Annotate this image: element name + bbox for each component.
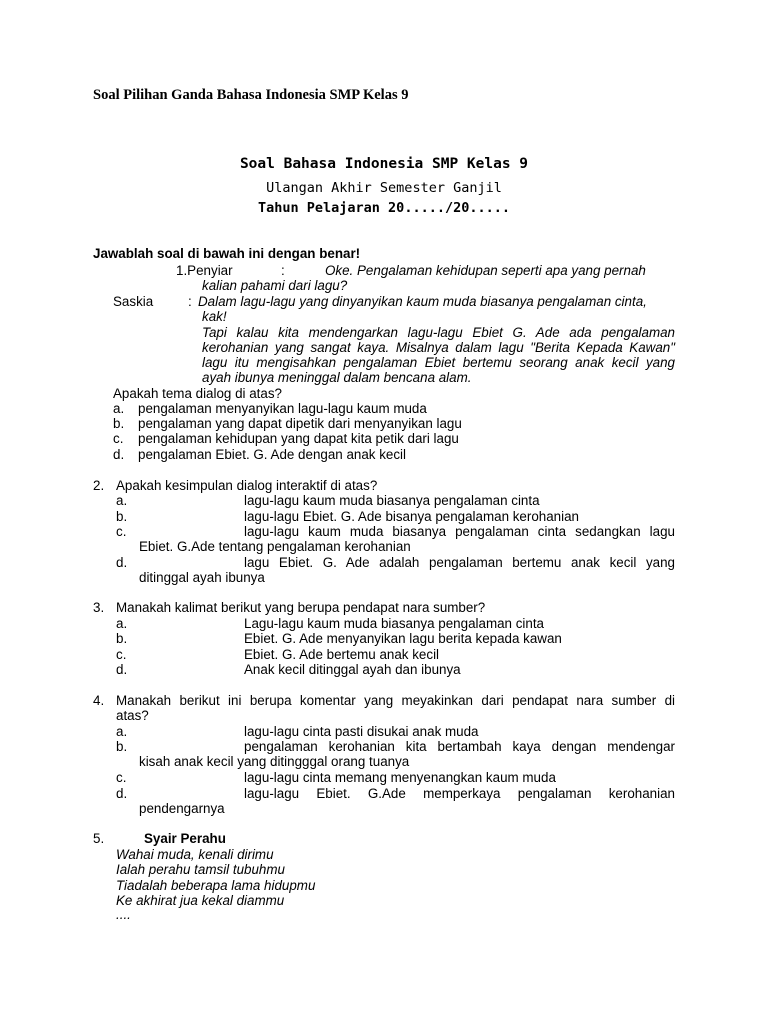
q1-speaker2-line: Dalam lagu-lagu yang dinyanyikan kaum muda biasanya pengalaman cinta, <box>198 294 647 309</box>
q1-option-letter: a. <box>113 401 125 416</box>
q1-speaker2-line: kerohanian yang sangat kaya. Misalnya dalam lagu "Berita Kepada Kawan" <box>202 340 675 355</box>
q5-poem-line: .... <box>116 907 131 922</box>
q1-option-a: pengalaman menyanyikan lagu-lagu kaum muda <box>138 401 427 416</box>
q1-speaker1-colon: : <box>281 263 285 278</box>
q2-option-b: lagu-lagu Ebiet. G. Ade bisanya pengalaman kerohanian <box>244 509 580 524</box>
q1-option-letter: d. <box>113 447 125 462</box>
q3-option-b: Ebiet. G. Ade menyanyikan lagu berita kepada kawan <box>244 631 562 646</box>
q1-option-d: pengalaman Ebiet. G. Ade dengan anak kecil <box>138 447 407 462</box>
q1-speaker1-line: kalian pahami dari lagu? <box>202 278 348 293</box>
q2-option-c: lagu-lagu kaum muda biasanya pengalaman cinta sedangkan lagu <box>244 524 675 539</box>
q3-option-c: Ebiet. G. Ade bertemu anak kecil <box>244 647 440 662</box>
q1-speaker1-line: Oke. Pengalaman kehidupan seperti apa yang pernah <box>325 263 646 278</box>
q2-option-d-cont: ditinggal ayah ibunya <box>139 570 265 585</box>
q4-option-b: pengalaman kerohanian kita bertambah kaya dengan mendengar <box>244 739 675 754</box>
q3-option-letter: b. <box>116 631 128 646</box>
q1-speaker2-line: kak! <box>202 309 227 324</box>
q3-option-a: Lagu-lagu kaum muda biasanya pengalaman cinta <box>244 616 545 631</box>
exam-title: Soal Bahasa Indonesia SMP Kelas 9 <box>239 156 529 172</box>
q4-question: Manakah berikut ini berupa komentar yang meyakinkan dari pendapat nara sumber di <box>116 693 675 708</box>
q4-option-letter: c. <box>116 770 127 785</box>
q3-option-d: Anak kecil ditinggal ayah dan ibunya <box>244 662 461 677</box>
q4-option-d: lagu-lagu Ebiet. G.Ade memperkaya pengalaman kerohanian <box>244 786 675 801</box>
q1-option-b: pengalaman yang dapat dipetik dari menyanyikan lagu <box>138 416 462 431</box>
q1-question: Apakah tema dialog di atas? <box>113 386 282 401</box>
instruction: Jawablah soal di bawah ini dengan benar! <box>93 246 361 261</box>
school-year: Tahun Pelajaran 20...../20..... <box>258 200 510 216</box>
q5-poem-line: Ke akhirat jua kekal diammu <box>116 893 285 908</box>
q1-option-letter: c. <box>113 431 124 446</box>
q2-option-letter: b. <box>116 509 128 524</box>
q4-number: 4. <box>93 693 105 708</box>
q5-poem-title: Syair Perahu <box>144 831 226 846</box>
q4-option-a: lagu-lagu cinta pasti disukai anak muda <box>244 724 479 739</box>
exam-subtitle: Ulangan Akhir Semester Ganjil <box>266 180 502 196</box>
q2-question: Apakah kesimpulan dialog interaktif di atas? <box>116 478 378 493</box>
q4-option-letter: a. <box>116 724 128 739</box>
q4-option-b-cont: kisah anak kecil yang ditingggal orang tuanya <box>139 754 410 769</box>
q3-option-letter: d. <box>116 662 128 677</box>
q2-option-a: lagu-lagu kaum muda biasanya pengalaman cinta <box>244 493 540 508</box>
q1-speaker1-label: 1.Penyiar <box>176 263 233 278</box>
q5-poem-line: Ialah perahu tamsil tubuhmu <box>116 862 285 877</box>
q4-option-d-cont: pendengarnya <box>139 801 225 816</box>
q4-question-cont: atas? <box>116 708 149 723</box>
q4-option-letter: d. <box>116 786 128 801</box>
q1-speaker2-line: lagu itu mengisahkan pengalaman Ebiet bertemu seorang anak kecil yang <box>202 355 675 370</box>
q2-option-letter: d. <box>116 555 128 570</box>
q5-poem-line: Tiadalah beberapa lama hidupmu <box>116 878 316 893</box>
document-title: Soal Pilihan Ganda Bahasa Indonesia SMP Kelas 9 <box>93 87 409 103</box>
q5-number: 5. <box>93 831 105 846</box>
q1-speaker2-line: ayah ibunya meninggal dalam bencana alam. <box>202 370 472 385</box>
q1-speaker2-colon: : <box>188 294 192 309</box>
q4-option-letter: b. <box>116 739 128 754</box>
q1-option-c: pengalaman kehidupan yang dapat kita petik dari lagu <box>138 431 459 446</box>
q2-option-c-cont: Ebiet. G.Ade tentang pengalaman kerohanian <box>139 539 411 554</box>
q2-option-d: lagu Ebiet. G. Ade adalah pengalaman bertemu anak kecil yang <box>244 555 675 570</box>
q3-option-letter: a. <box>116 616 128 631</box>
q3-option-letter: c. <box>116 647 127 662</box>
q2-number: 2. <box>93 478 105 493</box>
q1-option-letter: b. <box>113 416 125 431</box>
q2-option-letter: c. <box>116 524 127 539</box>
q1-speaker2-label: Saskia <box>113 294 154 309</box>
q2-option-letter: a. <box>116 493 128 508</box>
q4-option-c: lagu-lagu cinta memang menyenangkan kaum muda <box>244 770 556 785</box>
q5-poem-line: Wahai muda, kenali dirimu <box>116 847 274 862</box>
q3-number: 3. <box>93 600 105 615</box>
q3-question: Manakah kalimat berikut yang berupa pendapat nara sumber? <box>116 600 486 615</box>
q1-speaker2-line: Tapi kalau kita mendengarkan lagu-lagu Ebiet G. Ade ada pengalaman <box>202 325 675 340</box>
